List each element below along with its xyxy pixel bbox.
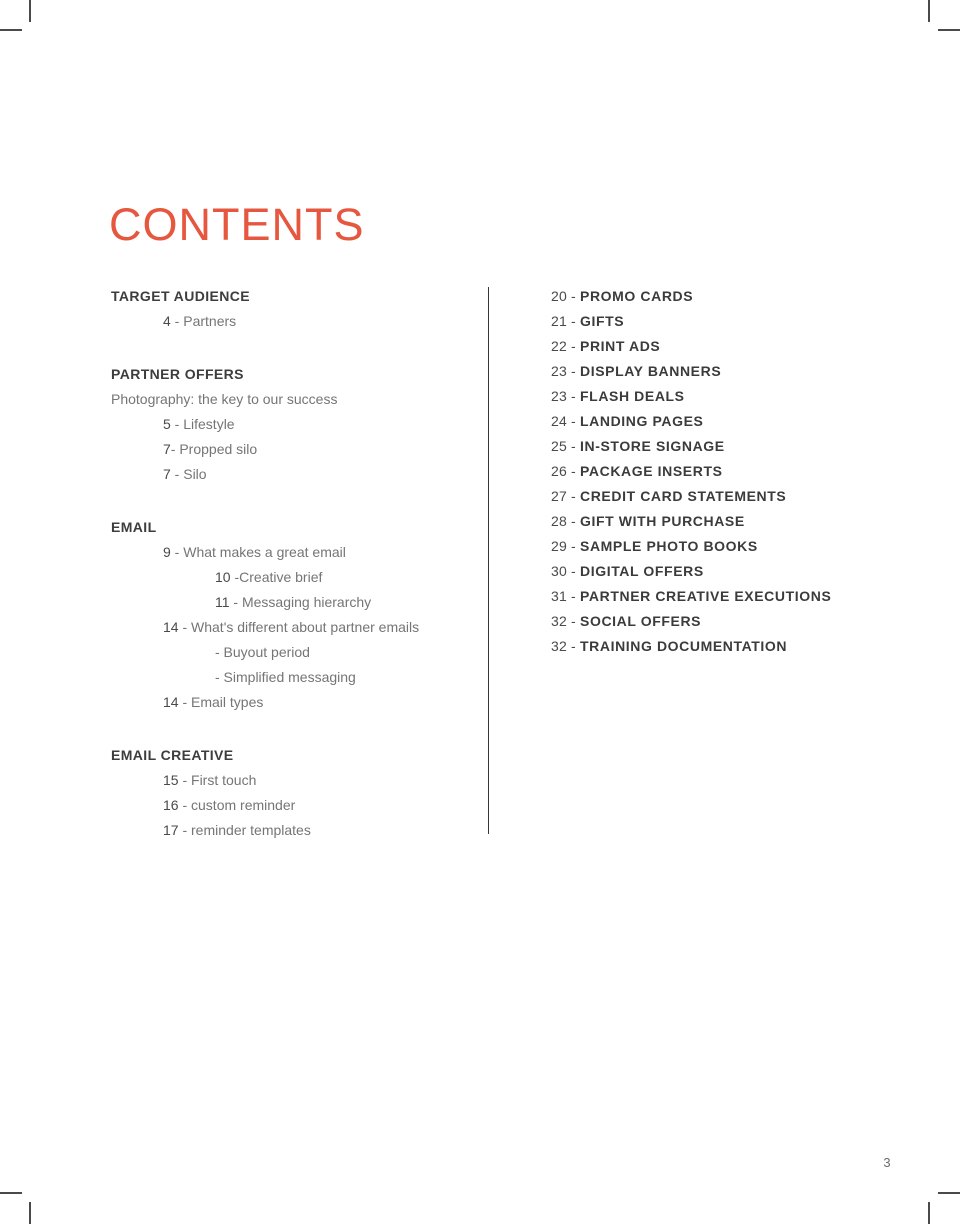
toc-entry-page-number: 14 (163, 694, 179, 710)
toc-entry-page-number: 26 - (551, 463, 581, 479)
toc-entry-page-number: 31 - (551, 588, 581, 604)
toc-entry (551, 484, 931, 509)
toc-entry (111, 309, 489, 334)
toc-entry-label: SOCIAL OFFERS (580, 613, 702, 629)
toc-entry-page-number: 23 - (551, 388, 581, 404)
page-number: 3 (883, 1155, 891, 1170)
crop-mark-bottom-left-vertical (29, 1202, 31, 1224)
toc-entry-label: - Silo (170, 466, 207, 482)
toc-entry (551, 584, 931, 609)
toc-section (111, 284, 489, 334)
toc-entry (111, 818, 489, 843)
toc-section (111, 362, 489, 487)
toc-entry-label: - What makes a great email (170, 544, 346, 560)
toc-entry (551, 634, 931, 659)
toc-entry-label: - Lifestyle (170, 416, 235, 432)
toc-entry (551, 559, 931, 584)
toc-entry-page-number: 4 (163, 313, 171, 329)
toc-entry-page-number: 21 - (551, 313, 581, 329)
toc-entry-page-number: 22 - (551, 338, 581, 354)
toc-entry-label: CREDIT CARD STATEMENTS (580, 488, 787, 504)
toc-entry-page-number: 28 - (551, 513, 581, 529)
toc-entry-label: - First touch (178, 772, 257, 788)
toc-entry-page-number: 32 - (551, 638, 581, 654)
toc-entry-label: - reminder templates (178, 822, 311, 838)
toc-entry-page-number: 30 - (551, 563, 581, 579)
toc-section (111, 743, 489, 843)
toc-entry (111, 412, 489, 437)
toc-entry (111, 793, 489, 818)
page-title: CONTENTS (109, 199, 365, 250)
toc-entry (111, 387, 489, 412)
toc-entry-label: PACKAGE INSERTS (580, 463, 723, 479)
toc-entry-label: TRAINING DOCUMENTATION (580, 638, 788, 654)
toc-section-heading: EMAIL (111, 519, 157, 535)
toc-entry-page-number: 27 - (551, 488, 581, 504)
toc-entry (111, 462, 489, 487)
toc-entry-label: - Partners (170, 313, 237, 329)
toc-entry-label: Photography: the key to our success (111, 391, 338, 407)
toc-entry-page-number: 11 (215, 594, 230, 610)
toc-entry-label: PRINT ADS (580, 338, 661, 354)
toc-left-column (111, 284, 489, 843)
toc-entry-page-number: 14 (163, 619, 179, 635)
toc-entry (551, 534, 931, 559)
toc-section-heading: EMAIL CREATIVE (111, 747, 234, 763)
toc-entry-label: GIFT WITH PURCHASE (580, 513, 745, 529)
toc-entry (551, 409, 931, 434)
crop-mark-top-right-vertical (928, 0, 930, 22)
toc-entry (551, 434, 931, 459)
toc-entry-label: SAMPLE PHOTO BOOKS (580, 538, 758, 554)
crop-mark-bottom-right-vertical (928, 1202, 930, 1224)
crop-mark-top-left-horizontal (0, 29, 22, 31)
toc-entry-label: -Creative brief (230, 569, 323, 585)
toc-entry-label: PARTNER CREATIVE EXECUTIONS (580, 588, 832, 604)
toc-entry (111, 540, 489, 565)
toc-entry-page-number: 29 - (551, 538, 581, 554)
toc-entry-label: PROMO CARDS (580, 288, 694, 304)
toc-entry (111, 615, 489, 640)
toc-entry-page-number: 7 (163, 441, 171, 457)
toc-entry-page-number: 9 (163, 544, 171, 560)
toc-entry-label: - Propped silo (170, 441, 258, 457)
toc-entry (111, 690, 489, 715)
toc-entry (111, 565, 489, 590)
toc-section-heading: TARGET AUDIENCE (111, 288, 250, 304)
toc-entry-label: - Buyout period (215, 644, 310, 660)
toc-entry-label: - Messaging hierarchy (229, 594, 372, 610)
toc-entry (551, 334, 931, 359)
toc-entry-label: DISPLAY BANNERS (580, 363, 722, 379)
toc-entry-page-number: 25 - (551, 438, 581, 454)
toc-entry (111, 590, 489, 615)
toc-entry-label: - What's different about partner emails (178, 619, 420, 635)
toc-entry-page-number: 15 (163, 772, 179, 788)
toc-entry-page-number: 16 (163, 797, 179, 813)
toc-entry-page-number: 7 (163, 466, 171, 482)
toc-entry-label: GIFTS (580, 313, 625, 329)
toc-entry-page-number: 23 - (551, 363, 581, 379)
toc-section (111, 515, 489, 715)
toc-entry (551, 284, 931, 309)
toc-entry-page-number: 20 - (551, 288, 581, 304)
toc-entry-label: DIGITAL OFFERS (580, 563, 704, 579)
toc-entry-label: - custom reminder (178, 797, 296, 813)
toc-section-heading: PARTNER OFFERS (111, 366, 244, 382)
toc-entry-page-number: 24 - (551, 413, 581, 429)
toc-entry (111, 437, 489, 462)
crop-mark-top-left-vertical (29, 0, 31, 22)
toc-entry-label: LANDING PAGES (580, 413, 704, 429)
crop-mark-bottom-left-horizontal (0, 1192, 22, 1194)
toc-entry (111, 640, 489, 665)
toc-entry (551, 509, 931, 534)
toc-entry-label: FLASH DEALS (580, 388, 685, 404)
toc-entry (551, 459, 931, 484)
toc-entry-page-number: 17 (163, 822, 179, 838)
crop-mark-bottom-right-horizontal (938, 1192, 960, 1194)
toc-entry (551, 309, 931, 334)
toc-right-column (551, 284, 931, 659)
crop-mark-top-right-horizontal (938, 29, 960, 31)
toc-entry (551, 359, 931, 384)
toc-entry (111, 665, 489, 690)
toc-entry-page-number: 32 - (551, 613, 581, 629)
toc-entry-page-number: 10 (215, 569, 231, 585)
column-divider-rule (488, 287, 489, 834)
toc-entry (551, 609, 931, 634)
toc-entry-page-number: 5 (163, 416, 171, 432)
toc-entry (111, 768, 489, 793)
toc-entry-label: - Email types (178, 694, 264, 710)
toc-entry (551, 384, 931, 409)
toc-entry-label: IN-STORE SIGNAGE (580, 438, 725, 454)
toc-entry-label: - Simplified messaging (215, 669, 356, 685)
